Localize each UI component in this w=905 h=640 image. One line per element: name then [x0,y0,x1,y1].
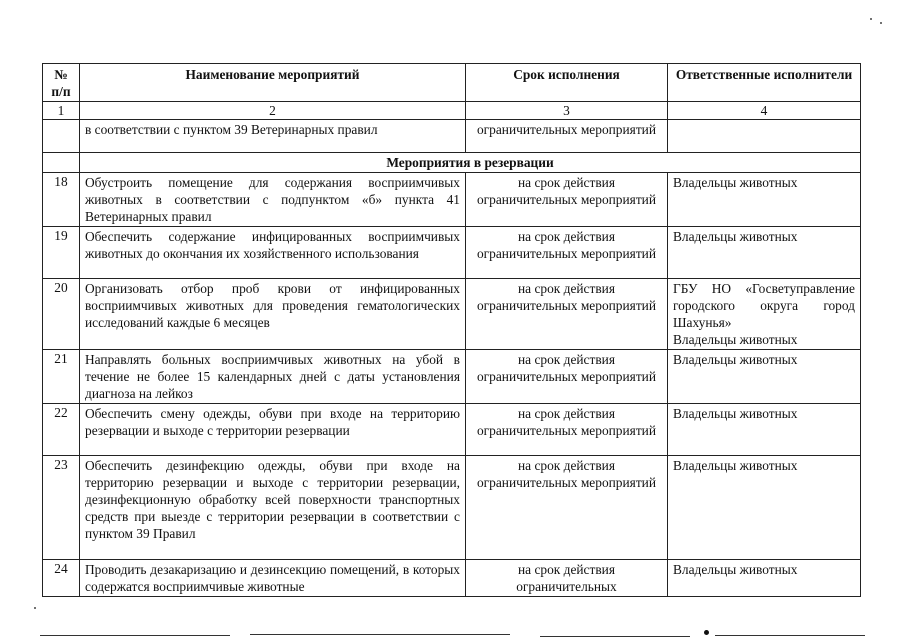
column-numbers-row [43,102,861,120]
measure-term: на срок действия ограничительных мероприятий [466,404,668,456]
measure-responsible: Владельцы животных [668,173,861,227]
column-number: 2 [80,102,466,120]
measure-term: на срок действия ограничительных мероприятий [466,350,668,404]
row-number: 24 [43,560,80,597]
measure-term: на срок действия ограничительных мероприятий [466,456,668,560]
measure-responsible: Владельцы животных [668,456,861,560]
measure-responsible: Владельцы животных [668,350,861,404]
header-no: № п/п [43,64,80,102]
scan-speck [880,22,882,24]
measure-responsible: Владельцы животных [668,560,861,597]
continued-row [43,120,861,153]
measure-description: Обеспечить содержание инфицированных восприимчивых животных до окончания их хозяйственного использования [80,227,466,279]
scan-speck [870,18,872,20]
scan-line [715,635,865,636]
section-row [43,153,861,173]
responsible-owners: Владельцы животных [673,332,798,347]
measure-term: на срок действия ограничительных [466,560,668,597]
section-title: Мероприятия в резервации [80,153,861,173]
table-row [43,173,861,227]
row-number: 22 [43,404,80,456]
scan-line [540,636,690,637]
scan-speck [704,630,709,635]
measure-description: Обустроить помещение для содержания восприимчивых животных в соответствии с подпунктом «б» пункта 41 Ветеринарных правил [80,173,466,227]
measures-table [42,63,861,597]
row-number: 18 [43,173,80,227]
column-number: 1 [43,102,80,120]
measure-description: Проводить дезакаризацию и дезинсекцию помещений, в которых содержатся восприимчивые животные [80,560,466,597]
measure-term: ограничительных мероприятий [466,120,668,153]
header-term: Срок исполнения [466,64,668,102]
responsible-organization: ГБУ НО «Госветуправление городского округа город Шахунья» [673,281,855,330]
measure-responsible: Владельцы животных [668,404,861,456]
scan-speck [34,607,36,609]
row-number: 20 [43,279,80,350]
measure-responsible [668,120,861,153]
table-row [43,279,861,350]
table-row [43,456,861,560]
measure-description: Направлять больных восприимчивых животных на убой в течение не более 15 календарных дней с даты установления диагноза на лейкоз [80,350,466,404]
section-spacer [43,153,80,173]
table-row [43,350,861,404]
measure-term: на срок действия ограничительных мероприятий [466,173,668,227]
measure-responsible: Владельцы животных [668,227,861,279]
measure-description: Обеспечить смену одежды, обуви при входе на территорию резервации и выходе с территории резервации [80,404,466,456]
measure-description: Организовать отбор проб крови от инфицированных восприимчивых животных для проведения гематологических исследований каждые 6 месяцев [80,279,466,350]
measure-description: Обеспечить дезинфекцию одежды, обуви при входе на территорию резервации и выходе с территории резервации, дезинфекционную обработку всей поверхности транспортных средств при выезде с территории резервации в соответствии с пунктом 39 Правил [80,456,466,560]
header-row [43,64,861,102]
header-responsible: Ответственные исполнители [668,64,861,102]
row-number [43,120,80,153]
measure-term: на срок действия ограничительных мероприятий [466,227,668,279]
scan-line [40,635,230,636]
row-number: 21 [43,350,80,404]
measure-term: на срок действия ограничительных мероприятий [466,279,668,350]
measure-description: в соответствии с пунктом 39 Ветеринарных правил [80,120,466,153]
row-number: 19 [43,227,80,279]
scan-line [250,634,510,635]
measure-responsible [668,279,861,350]
row-number: 23 [43,456,80,560]
table-row [43,560,861,597]
column-number: 4 [668,102,861,120]
header-name: Наименование мероприятий [80,64,466,102]
column-number: 3 [466,102,668,120]
table-row [43,227,861,279]
table-row [43,404,861,456]
